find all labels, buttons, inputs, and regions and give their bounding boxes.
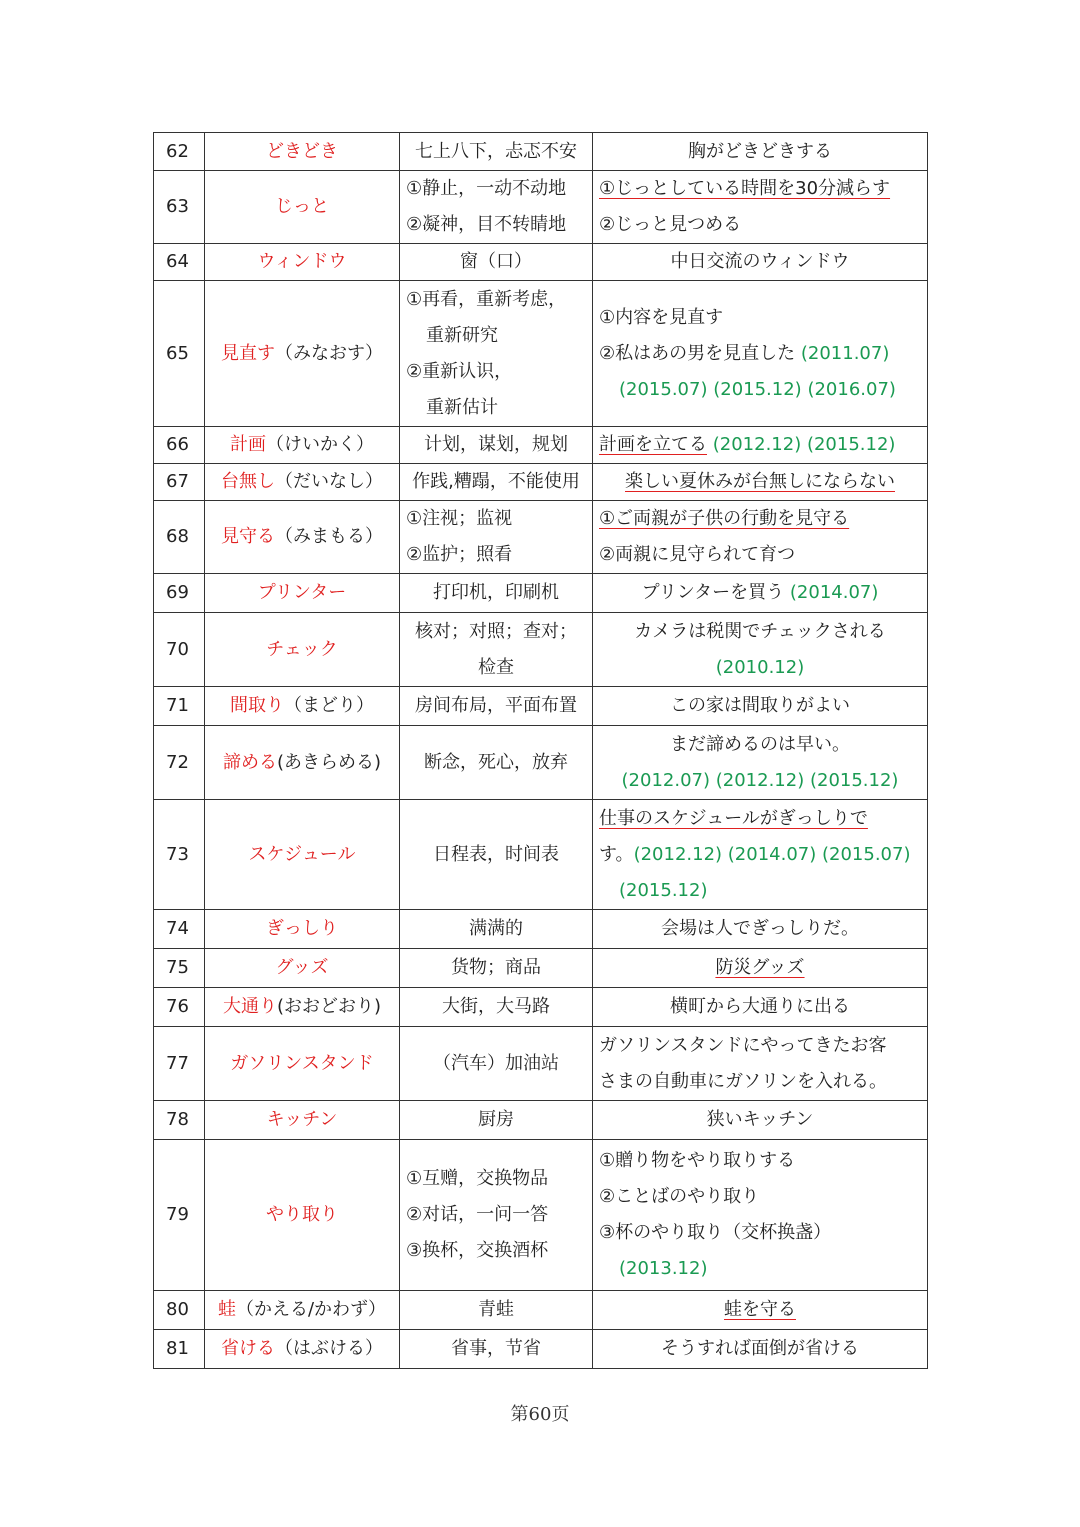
headword-cell: [205, 501, 400, 574]
headword-cell: [205, 1140, 400, 1291]
exam-year: (2012.12): [715, 769, 805, 791]
meaning-cell: [400, 613, 593, 687]
reading: （だいなし）: [275, 471, 383, 492]
reading: （けいかく）: [266, 434, 374, 455]
meaning-line: ①静止，一动不动地: [406, 178, 567, 199]
example-line: カメラは税関でチェックされる: [634, 620, 886, 642]
headword: ウィンドウ: [257, 251, 347, 272]
table-row: [154, 800, 928, 910]
headword-cell: [205, 613, 400, 687]
headword: スケジュール: [248, 843, 356, 865]
example-line: 会場は人でぎっしりだ。: [661, 918, 859, 939]
table-row: [154, 281, 928, 427]
example-cell: [593, 949, 928, 988]
exam-year: (2012.12): [712, 434, 802, 455]
meaning-line: 作践,糟蹋，不能使用: [412, 471, 580, 492]
table-row: [154, 949, 928, 988]
meaning-cell: [400, 281, 593, 427]
example-cell: [593, 687, 928, 726]
meaning-cell: [400, 1140, 593, 1291]
example-cell: [593, 281, 928, 427]
example-cell: [593, 1027, 928, 1101]
meaning-line: 青蛙: [478, 1299, 514, 1320]
example-line: 仕事のスケジュールがぎっしりで: [599, 807, 868, 829]
table-row: [154, 1330, 928, 1369]
meaning-line: 重新估计: [426, 396, 498, 418]
example-cell: [593, 910, 928, 949]
example-line: ②じっと見つめる: [599, 214, 742, 235]
table-row: [154, 501, 928, 574]
meaning-cell: [400, 910, 593, 949]
row-number: 62: [154, 133, 205, 171]
example-cell: [593, 133, 928, 171]
example-line: [599, 427, 921, 463]
exam-year: (2015.12): [806, 434, 896, 455]
example-line: ③杯のやり取り（交杯换盏）: [599, 1222, 832, 1243]
reading: （みまもる）: [275, 526, 383, 547]
meaning-line: 核对；对照；查对；: [415, 620, 577, 642]
headword: やり取り: [266, 1204, 338, 1225]
row-number: 68: [154, 501, 205, 574]
reading: （まどり）: [284, 695, 374, 716]
table-row: [154, 1027, 928, 1101]
row-number: 79: [154, 1140, 205, 1291]
example-cell: [593, 1291, 928, 1330]
example-line: ガソリンスタンドにやってきたお客: [599, 1034, 887, 1056]
example-line: この家は間取りがよい: [670, 695, 850, 716]
exam-year: (2011.07): [800, 342, 890, 364]
meaning-line: 日程表，时间表: [433, 843, 559, 865]
meaning-line: 大街，大马路: [442, 996, 550, 1017]
headword-cell: [205, 133, 400, 171]
example-line: [599, 575, 921, 611]
example-text: ②私はあの男を見直した: [599, 342, 796, 364]
table-row: [154, 427, 928, 464]
example-line: ①ご両親が子供の行動を見守る: [599, 508, 850, 529]
meaning-line: 窗（口）: [460, 251, 532, 272]
example-line: そうすれば面倒が省ける: [661, 1338, 859, 1359]
headword: ガソリンスタンド: [230, 1052, 374, 1074]
exam-year: (2010.12): [715, 656, 805, 678]
example-line: [599, 372, 921, 408]
exam-year: (2014.07): [789, 582, 879, 603]
headword-cell: [205, 1027, 400, 1101]
meaning-cell: [400, 501, 593, 574]
meaning-line: ②对话，一问一答: [406, 1204, 549, 1225]
meaning-line: 断念，死心，放弃: [424, 751, 568, 773]
exam-year: (2015.12): [619, 879, 708, 901]
example-line: 中日交流のウィンドウ: [670, 251, 850, 272]
headword-cell: [205, 1291, 400, 1330]
example-cell: [593, 1140, 928, 1291]
example-cell: [593, 244, 928, 281]
table-row: [154, 244, 928, 281]
example-line: まだ諦めるのは早い。: [670, 733, 850, 755]
meaning-cell: [400, 949, 593, 988]
headword-cell: [205, 464, 400, 501]
headword-cell: [205, 910, 400, 949]
meaning-line: ③换杯，交换酒杯: [406, 1240, 549, 1261]
example-line: ①じっとしている時間を30分減らす: [599, 178, 891, 199]
example-cell: [593, 1101, 928, 1140]
example-line: [599, 837, 921, 873]
meaning-line: 满满的: [469, 918, 523, 939]
example-line: 蛙を守る: [724, 1299, 796, 1320]
headword-cell: [205, 574, 400, 613]
table-row: [154, 464, 928, 501]
reading: （かえる/かわず）: [235, 1299, 387, 1320]
headword: 蛙: [217, 1299, 236, 1320]
meaning-line: 省事，节省: [451, 1338, 541, 1359]
headword-cell: [205, 687, 400, 726]
table-row: [154, 574, 928, 613]
meaning-cell: [400, 1291, 593, 1330]
example-line: ①内容を見直す: [599, 306, 724, 328]
meaning-line: 打印机，印刷机: [433, 582, 559, 603]
meaning-line: （汽车）加油站: [433, 1052, 559, 1074]
row-number: 75: [154, 949, 205, 988]
headword-cell: [205, 281, 400, 427]
meaning-cell: [400, 800, 593, 910]
example-line: さまの自動車にガソリンを入れる。: [599, 1070, 887, 1092]
meaning-cell: [400, 1101, 593, 1140]
example-cell: [593, 427, 928, 464]
headword: チェック: [266, 638, 338, 660]
row-number: 81: [154, 1330, 205, 1369]
exam-year: (2015.07): [822, 843, 911, 865]
meaning-line: 七上八下，忐忑不安: [415, 140, 577, 162]
row-number: 78: [154, 1101, 205, 1140]
meaning-line: 计划，谋划，规划: [424, 434, 568, 455]
headword: 計画: [230, 434, 266, 455]
example-line: 楽しい夏休みが台無しにならない: [625, 471, 895, 492]
headword: どきどき: [266, 140, 338, 162]
headword: 大通り: [222, 996, 277, 1017]
example-line: ②ことばのやり取り: [599, 1186, 760, 1207]
example-cell: [593, 726, 928, 800]
example-text: 計画を立てる: [599, 434, 707, 455]
table-row: [154, 171, 928, 244]
headword: プリンター: [257, 582, 347, 603]
headword-cell: [205, 1330, 400, 1369]
page-number: 第60页: [510, 1404, 570, 1425]
reading: (あきらめる): [276, 751, 382, 773]
row-number: 77: [154, 1027, 205, 1101]
meaning-cell: [400, 133, 593, 171]
row-number: 80: [154, 1291, 205, 1330]
row-number: 73: [154, 800, 205, 910]
meaning-cell: [400, 464, 593, 501]
exam-year: (2013.12): [619, 1258, 708, 1279]
headword: 諦める: [222, 751, 277, 773]
reading: （みなおす）: [275, 342, 383, 364]
headword: 見守る: [221, 526, 275, 547]
exam-year: (2015.12): [713, 378, 802, 400]
example-line: 胸がどきどきする: [688, 140, 832, 162]
row-number: 65: [154, 281, 205, 427]
example-cell: [593, 171, 928, 244]
meaning-line: ②监护；照看: [406, 544, 513, 565]
example-line: 狭いキッチン: [706, 1109, 814, 1130]
meaning-cell: [400, 574, 593, 613]
table-row: [154, 910, 928, 949]
example-cell: [593, 800, 928, 910]
meaning-line: 货物；商品: [451, 957, 541, 978]
headword: 省ける: [221, 1338, 275, 1359]
row-number: 76: [154, 988, 205, 1027]
meaning-cell: [400, 687, 593, 726]
meaning-line: 厨房: [478, 1109, 514, 1130]
exam-year: (2015.12): [809, 769, 899, 791]
exam-year: (2015.07): [619, 378, 708, 400]
exam-year: (2014.07): [727, 843, 817, 865]
table-row: [154, 726, 928, 800]
row-number: 64: [154, 244, 205, 281]
example-text: す。: [599, 843, 634, 865]
table-row: [154, 1101, 928, 1140]
table-row: [154, 687, 928, 726]
example-cell: [593, 988, 928, 1027]
example-text: プリンターを買う: [641, 582, 785, 603]
headword-cell: [205, 427, 400, 464]
meaning-cell: [400, 244, 593, 281]
exam-year: (2012.12): [633, 843, 723, 865]
example-cell: [593, 464, 928, 501]
example-cell: [593, 613, 928, 687]
example-cell: [593, 501, 928, 574]
example-line: ②両親に見守られて育つ: [599, 544, 796, 565]
meaning-line: 重新研究: [426, 324, 498, 346]
headword: 台無し: [221, 471, 275, 492]
example-line: [599, 336, 921, 372]
headword: 間取り: [230, 695, 284, 716]
table-row: [154, 613, 928, 687]
headword: グッズ: [275, 957, 329, 978]
meaning-line: 检查: [478, 656, 514, 678]
row-number: 67: [154, 464, 205, 501]
example-line: [599, 763, 921, 799]
example-line: 防災グッズ: [715, 957, 805, 978]
headword: ぎっしり: [266, 918, 338, 939]
row-number: 71: [154, 687, 205, 726]
headword-cell: [205, 800, 400, 910]
headword-cell: [205, 171, 400, 244]
table-row: [154, 988, 928, 1027]
headword-cell: [205, 949, 400, 988]
table-row: [154, 1140, 928, 1291]
headword-cell: [205, 244, 400, 281]
row-number: 66: [154, 427, 205, 464]
meaning-cell: [400, 1330, 593, 1369]
meaning-cell: [400, 726, 593, 800]
reading: (おおどおり): [276, 996, 382, 1017]
meaning-line: ②凝神，目不转睛地: [406, 214, 567, 235]
example-line: 横町から大通りに出る: [670, 996, 850, 1017]
example-cell: [593, 574, 928, 613]
meaning-line: ①再看，重新考虑，: [406, 288, 567, 310]
meaning-cell: [400, 427, 593, 464]
table-row: [154, 1291, 928, 1330]
row-number: 69: [154, 574, 205, 613]
exam-year: (2012.07): [621, 769, 711, 791]
row-number: 70: [154, 613, 205, 687]
exam-year: (2016.07): [807, 378, 896, 400]
example-line: ①贈り物をやり取りする: [599, 1150, 796, 1171]
row-number: 72: [154, 726, 205, 800]
meaning-line: ①注视；监视: [406, 508, 513, 529]
table-row: [154, 133, 928, 171]
meaning-cell: [400, 171, 593, 244]
vocabulary-table: [153, 132, 928, 1369]
headword-cell: [205, 988, 400, 1027]
headword-cell: [205, 1101, 400, 1140]
meaning-cell: [400, 988, 593, 1027]
headword: じっと: [275, 196, 329, 217]
row-number: 74: [154, 910, 205, 949]
headword: 見直す: [221, 342, 275, 364]
example-cell: [593, 1330, 928, 1369]
meaning-line: ①互赠，交换物品: [406, 1168, 549, 1189]
headword-cell: [205, 726, 400, 800]
row-number: 63: [154, 171, 205, 244]
meaning-line: 房间布局，平面布置: [415, 695, 577, 716]
reading: （はぶける）: [275, 1338, 383, 1359]
meaning-line: ②重新认识，: [406, 360, 513, 382]
meaning-cell: [400, 1027, 593, 1101]
headword: キッチン: [266, 1109, 338, 1130]
